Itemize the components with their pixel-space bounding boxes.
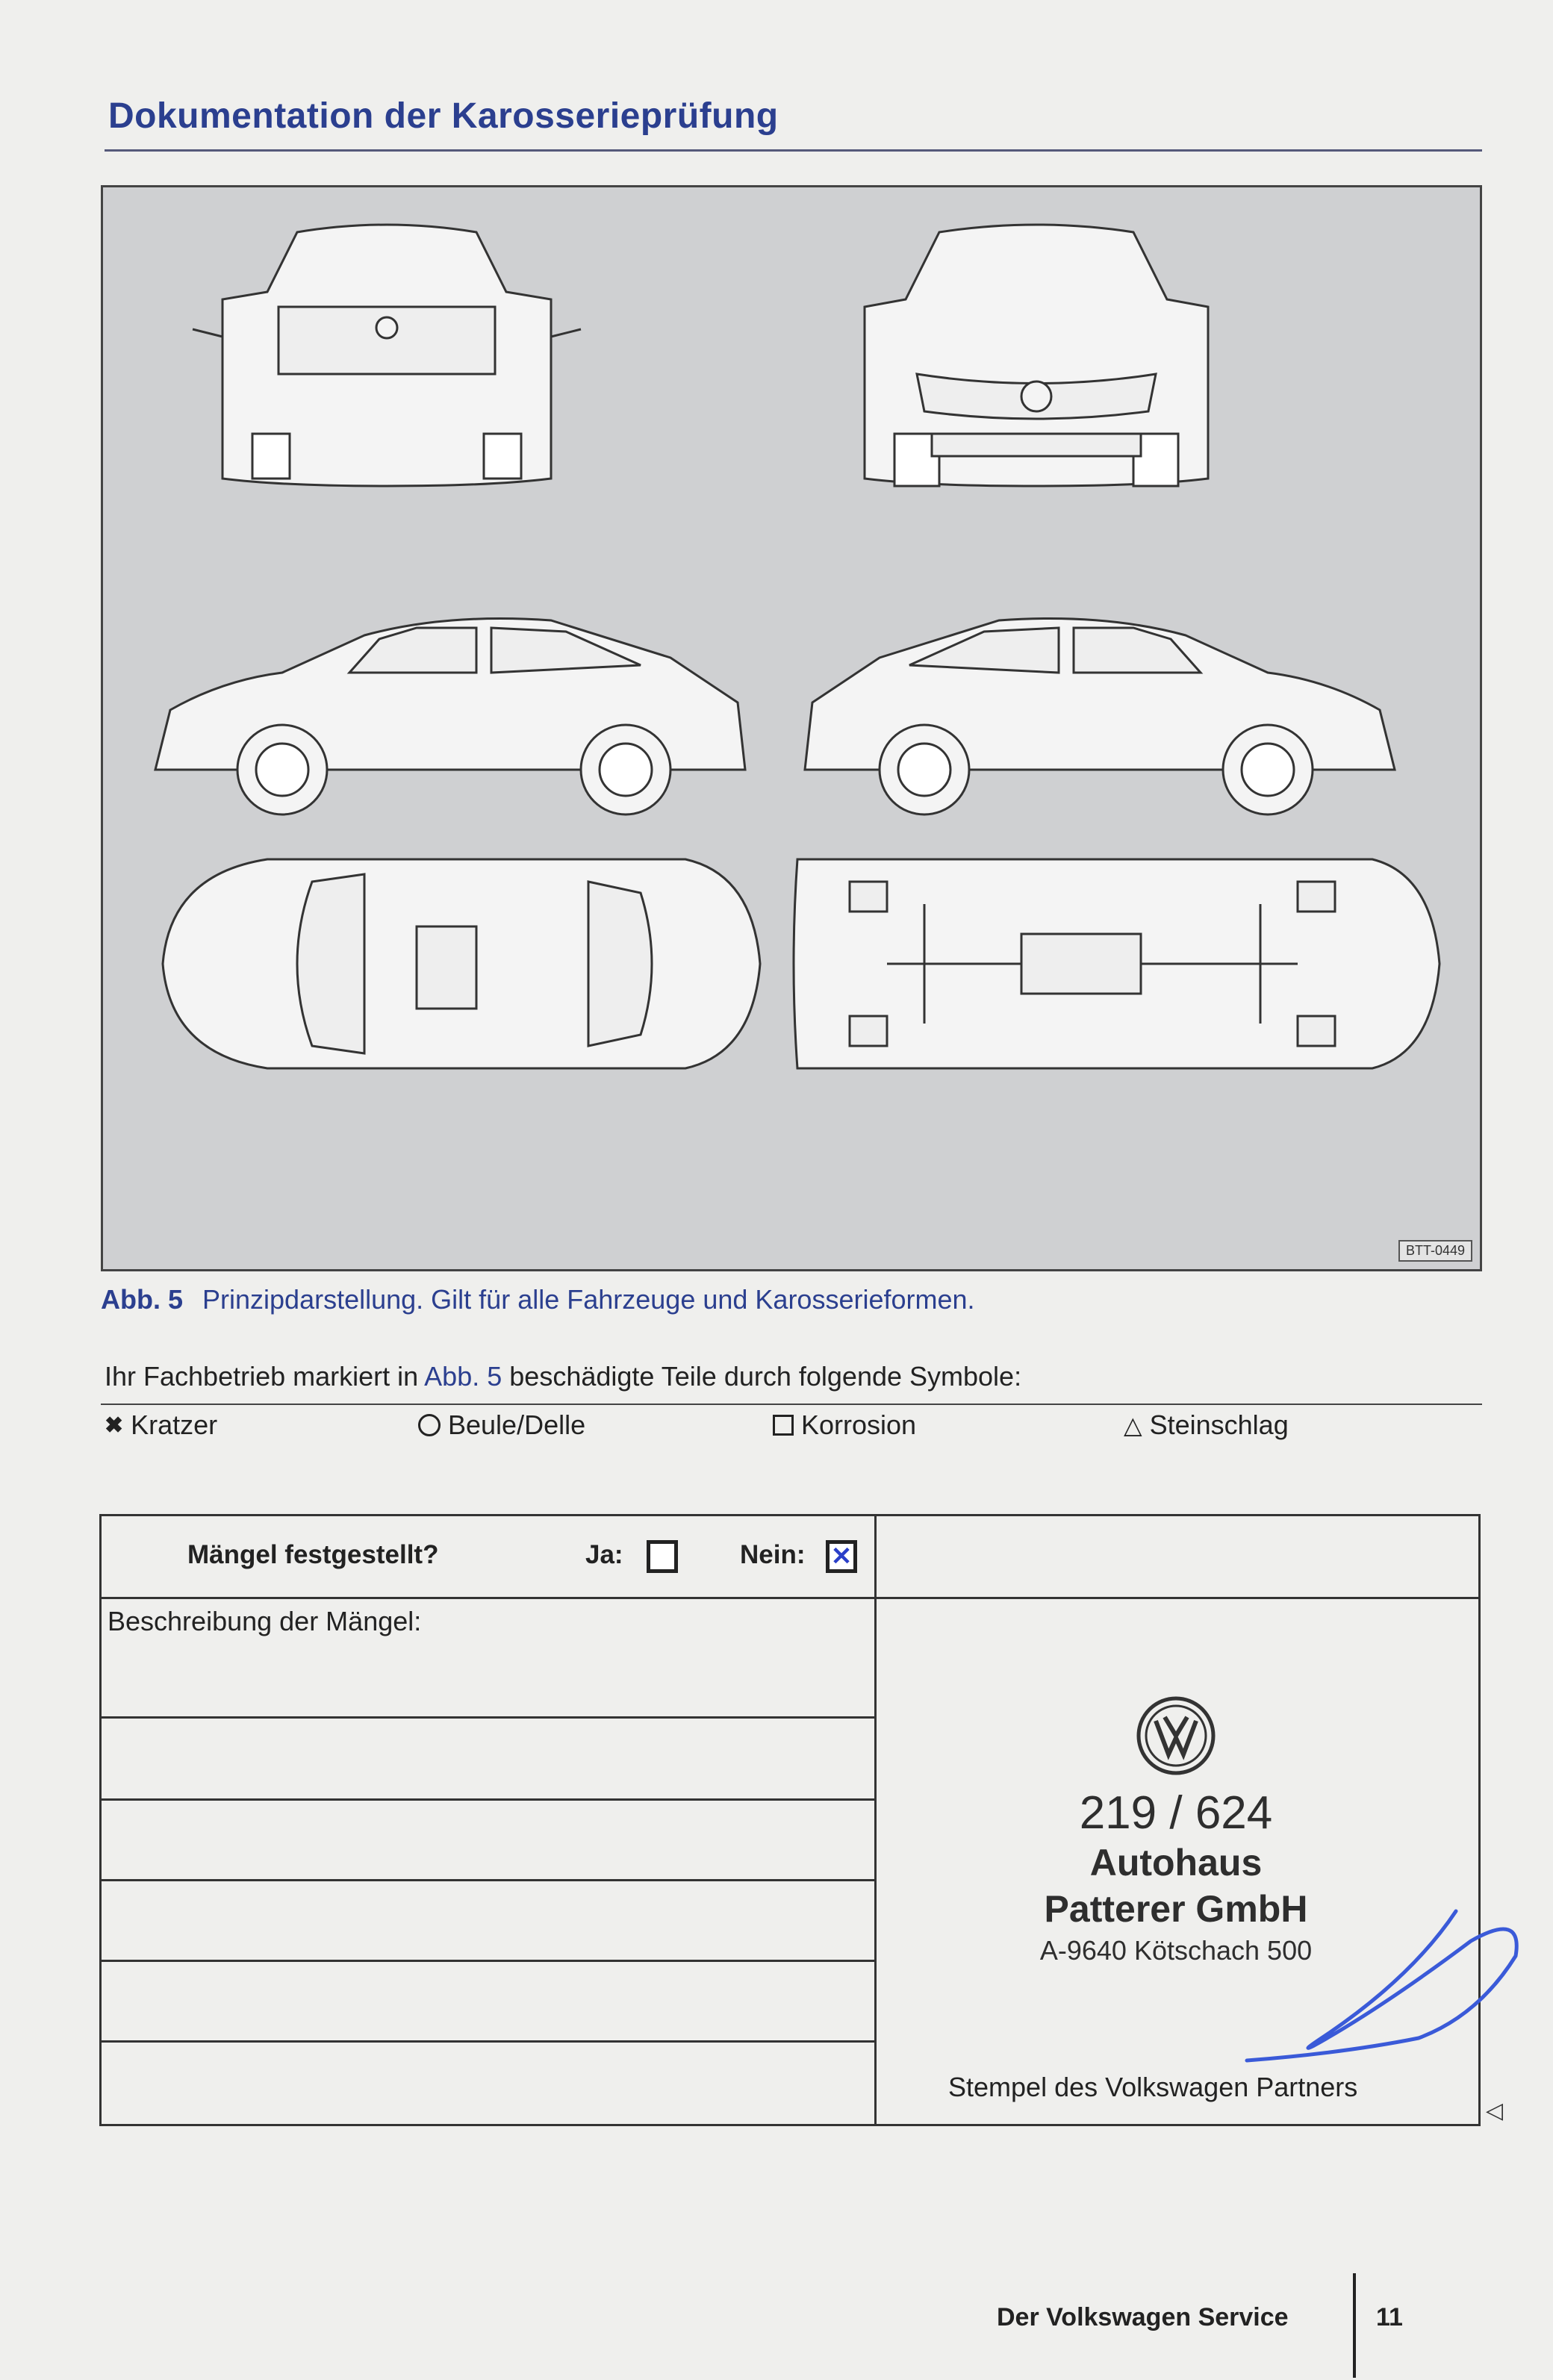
legend-intro	[105, 1361, 1021, 1392]
vw-logo-icon	[1135, 1695, 1217, 1777]
caption-text: Prinzipdarstellung. Gilt für alle Fahrzeuge und Karosserieformen.	[202, 1284, 975, 1315]
square-icon	[773, 1415, 794, 1436]
description-line	[102, 1960, 874, 1962]
signature-icon	[1232, 1866, 1531, 2075]
description-line	[102, 1879, 874, 1881]
car-rear-view	[193, 225, 581, 486]
form-divider	[874, 1516, 877, 2124]
legend-scratch-label: Kratzer	[131, 1409, 218, 1440]
car-diagram-figure	[101, 185, 1482, 1271]
legend-rule	[101, 1404, 1482, 1405]
description-label: Beschreibung der Mängel:	[108, 1606, 422, 1636]
description-line	[102, 1798, 874, 1801]
legend-stonechip-label: Steinschlag	[1149, 1409, 1289, 1440]
car-front-view	[865, 225, 1208, 486]
legend-corrosion	[773, 1409, 916, 1441]
legend-dent-label: Beule/Delle	[448, 1409, 586, 1440]
intro-after: beschädigte Teile durch folgende Symbole:	[509, 1361, 1022, 1392]
yes-checkbox[interactable]	[647, 1540, 678, 1573]
figure-code: BTT-0449	[1398, 1240, 1472, 1262]
legend-stonechip	[1124, 1409, 1289, 1441]
stamp-name-line1: Autohaus	[1089, 1842, 1263, 1884]
page-title: Dokumentation der Karosserieprüfung	[108, 96, 779, 136]
footer-divider	[1353, 2273, 1356, 2378]
no-checkbox[interactable]	[826, 1540, 857, 1573]
defects-question: Mängel festgestellt?	[187, 1540, 439, 1569]
stamp-name-line2: Patterer GmbH	[1044, 1888, 1308, 1930]
legend-dent	[418, 1409, 585, 1441]
footer-title: Der Volkswagen Service	[997, 2303, 1289, 2331]
no-label: Nein:	[740, 1540, 806, 1569]
figure-caption	[101, 1284, 975, 1315]
cross-icon: ✖	[105, 1412, 124, 1438]
circle-icon	[418, 1414, 441, 1436]
car-top-view	[163, 859, 760, 1068]
arrow-left-icon: ◁	[1486, 2099, 1504, 2123]
stamp-number: 219 / 624	[1079, 1787, 1273, 1839]
form-header-rule	[102, 1597, 1478, 1599]
description-line	[102, 2040, 874, 2043]
check-x-icon: ✕	[830, 1542, 853, 1571]
title-rule	[105, 149, 1482, 152]
legend-scratch	[105, 1409, 217, 1441]
yes-label: Ja:	[585, 1540, 623, 1569]
intro-ref: Abb. 5	[424, 1361, 502, 1392]
stamp-label: Stempel des Volkswagen Partners	[948, 2072, 1358, 2102]
car-underbody-view	[794, 859, 1440, 1068]
description-line	[102, 1716, 874, 1719]
page-number: 11	[1376, 2303, 1403, 2331]
car-diagram	[103, 187, 1480, 1269]
triangle-icon: △	[1124, 1412, 1142, 1439]
intro-before: Ihr Fachbetrieb markiert in	[105, 1361, 419, 1392]
legend-corrosion-label: Korrosion	[801, 1409, 917, 1440]
caption-label: Abb. 5	[101, 1284, 184, 1315]
car-left-side-view	[155, 619, 745, 815]
stamp-address: A-9640 Kötschach 500	[1039, 1935, 1313, 1966]
car-right-side-view	[805, 619, 1395, 815]
